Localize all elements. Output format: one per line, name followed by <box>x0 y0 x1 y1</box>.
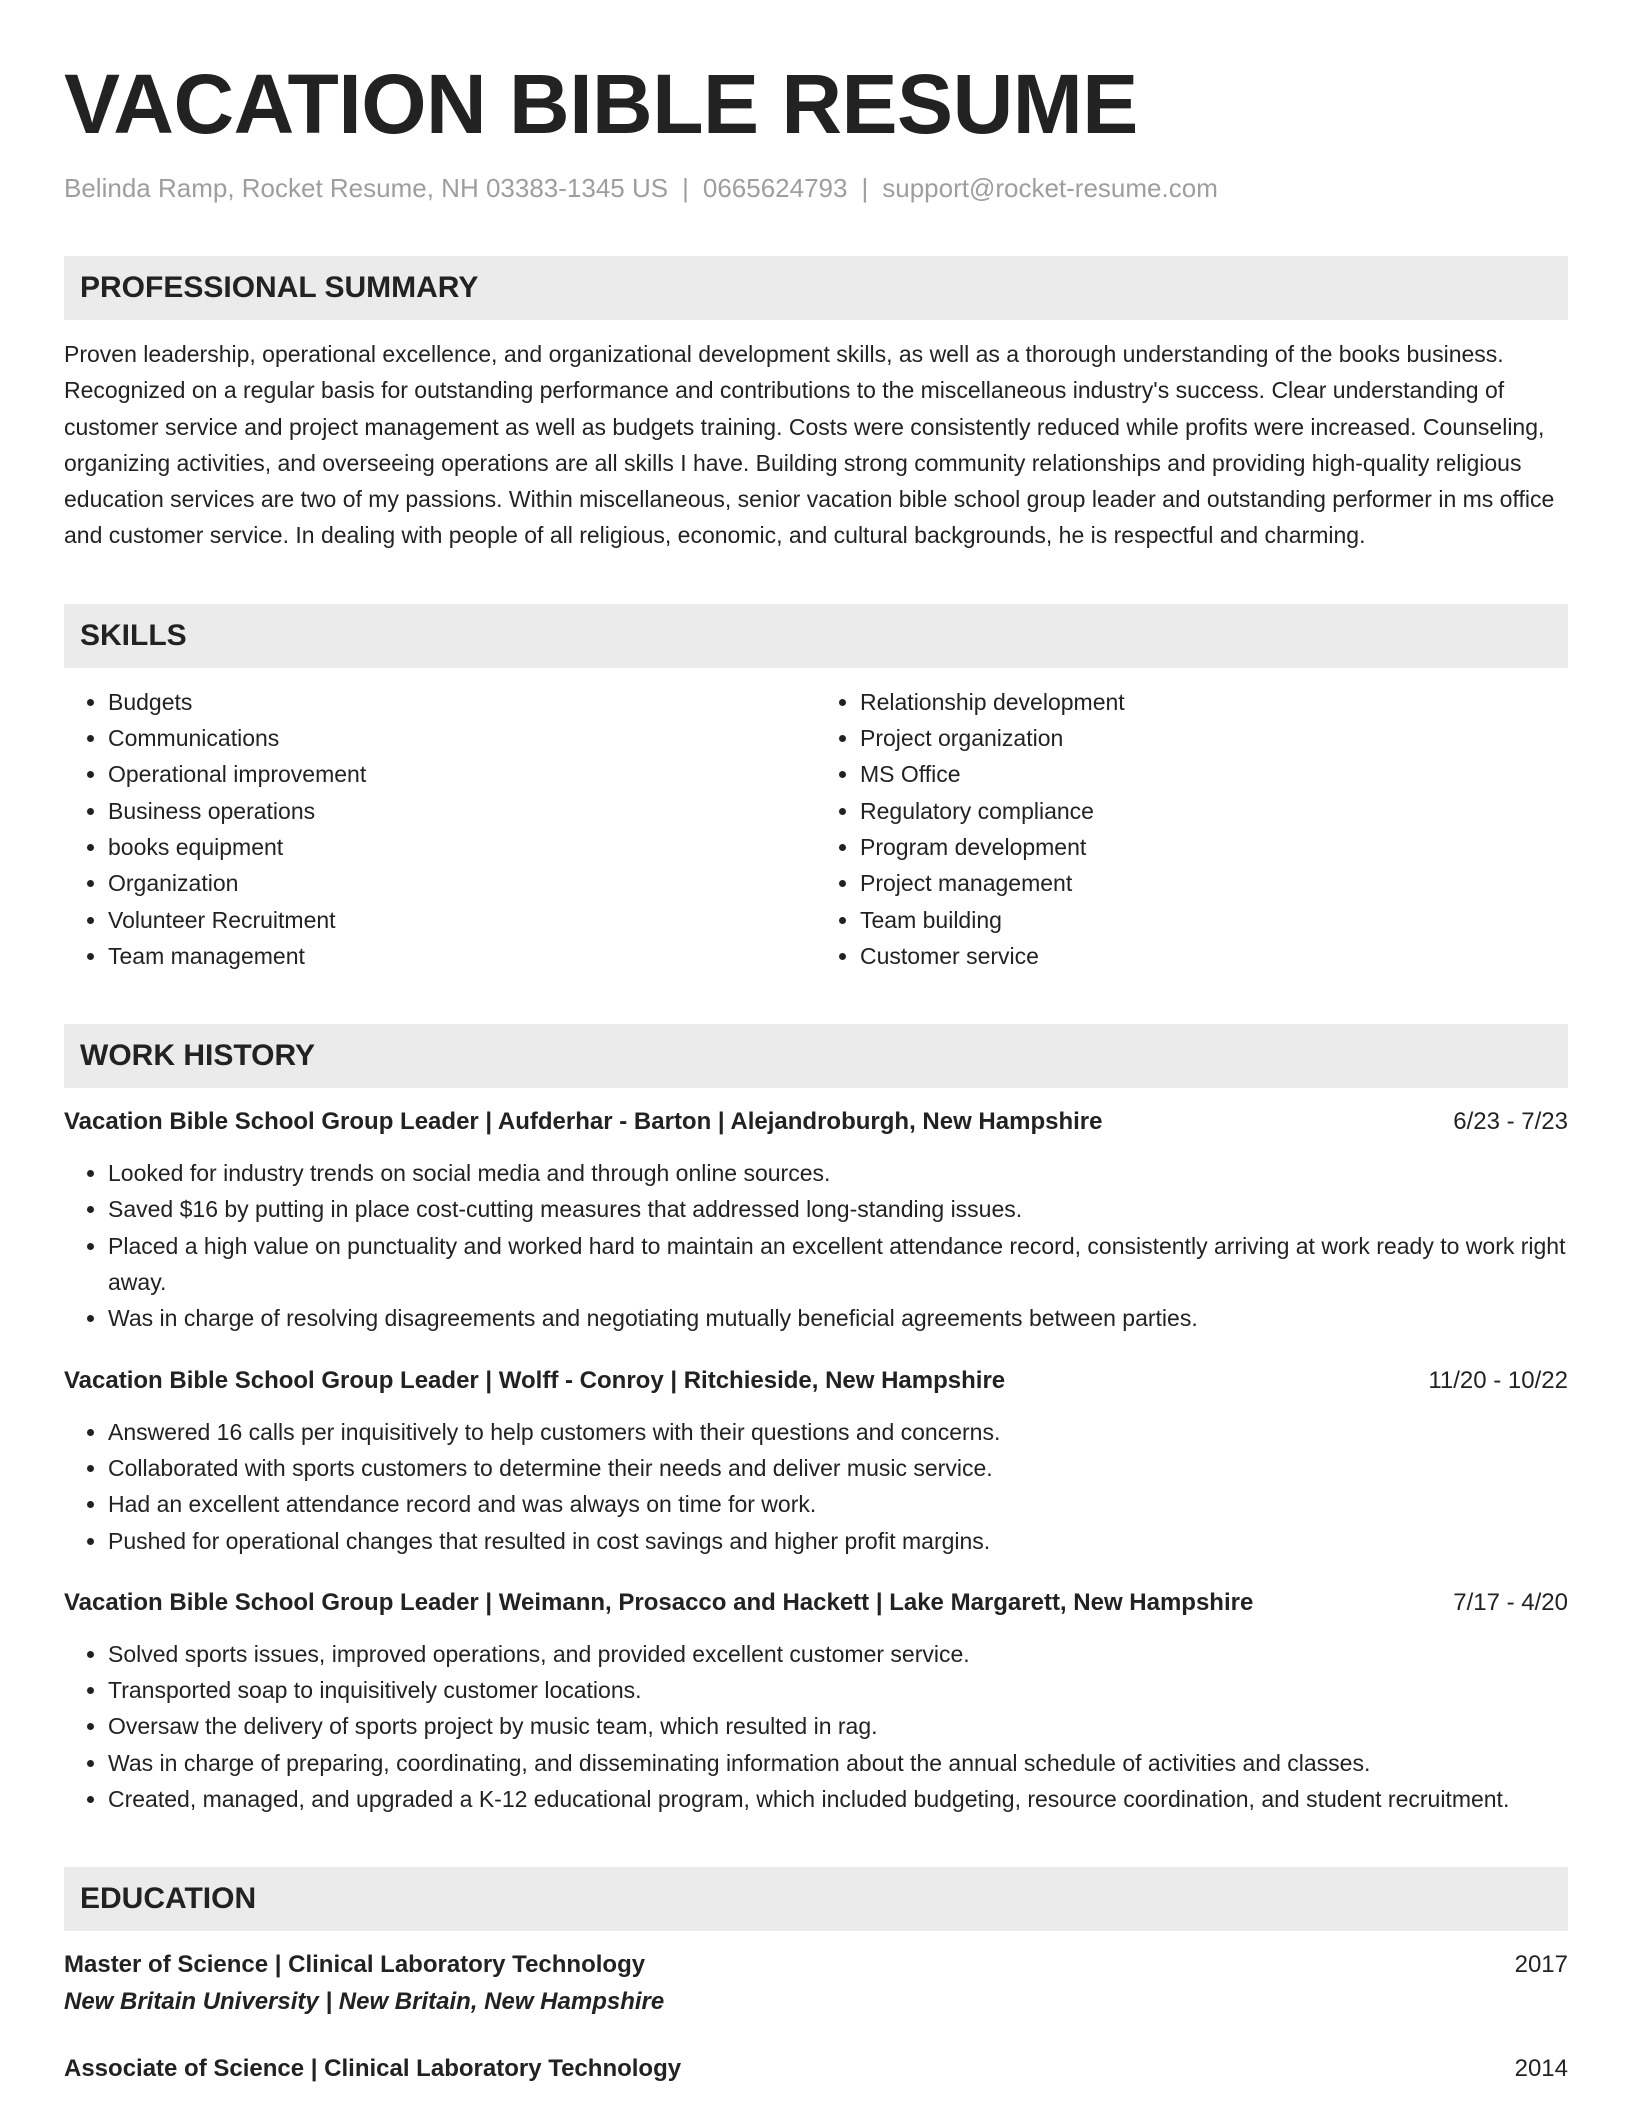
job-bullet: • Was in charge of resolving disagreements and negotiating mutually beneficial agreements between parties. <box>108 1300 1568 1336</box>
job-bullet: • Answered 16 calls per inquisitively to help customers with their questions and concerns. <box>108 1414 1568 1450</box>
skill-item: • books equipment <box>108 829 816 865</box>
skill-item: • Relationship development <box>860 684 1568 720</box>
skill-item: • Budgets <box>108 684 816 720</box>
job-bullet: • Collaborated with sports customers to determine their needs and deliver music service. <box>108 1450 1568 1486</box>
job-header <box>64 1363 1568 1399</box>
job-title: Vacation Bible School Group Leader | Aufderhar - Barton | Alejandroburgh, New Hampshire <box>64 1108 1103 1136</box>
contact-separator: | <box>682 173 689 203</box>
job-bullet: • Solved sports issues, improved operations, and provided excellent customer service. <box>108 1636 1568 1672</box>
contact-line <box>64 170 1568 206</box>
skill-item: • Customer service <box>860 938 1568 974</box>
job-bullets <box>64 1636 1568 1817</box>
skill-item: • Operational improvement <box>108 756 816 792</box>
skill-item: • Regulatory compliance <box>860 793 1568 829</box>
education-heading: EDUCATION <box>64 1867 1568 1931</box>
education-school: New Britain University | New Britain, New Hampshire <box>64 1988 665 2016</box>
job-title: Vacation Bible School Group Leader | Weimann, Prosacco and Hackett | Lake Margarett, New Hampshire <box>64 1588 1254 1616</box>
skills-list <box>64 684 1568 974</box>
contact-address: Belinda Ramp, Rocket Resume, NH 03383-1345 US <box>64 173 669 203</box>
education-entry <box>64 2051 1568 2087</box>
education-entry <box>64 1947 1568 2021</box>
job-bullet: • Pushed for operational changes that resulted in cost savings and higher profit margins. <box>108 1523 1568 1559</box>
education-header <box>64 2051 1568 2087</box>
job-header <box>64 1585 1568 1621</box>
education-degree: Associate of Science | Clinical Laboratory Technology <box>64 2055 682 2083</box>
job-bullets <box>64 1155 1568 1336</box>
work-history-heading: WORK HISTORY <box>64 1024 1568 1088</box>
summary-text: Proven leadership, operational excellence, and organizational development skills, as well as a thorough understanding of the books business. Recognized on a regular basis for outstanding performance and contributions to the miscellaneous industry's success. Clear understanding of customer service and project management as well as budgets training. Costs were consistently reduced while profits were increased. Counseling, organizing activities, and overseeing operations are all skills I have. Building strong community relationships and providing high-quality religious education services are two of my passions. Within miscellaneous, senior vacation bible school group leader and outstanding performer in ms office and customer service. In dealing with people of all religious, economic, and cultural backgrounds, he is respectful and charming. <box>64 341 1555 549</box>
job-bullet: • Saved $16 by putting in place cost-cutting measures that addressed long-standing issues. <box>108 1191 1568 1227</box>
skill-item: • Program development <box>860 829 1568 865</box>
job-header <box>64 1104 1568 1140</box>
job-dates: 11/20 - 10/22 <box>1428 1366 1568 1394</box>
job-bullet: • Oversaw the delivery of sports project by music team, which resulted in rag. <box>108 1708 1568 1744</box>
skill-item: • Volunteer Recruitment <box>108 902 816 938</box>
skill-item: • Team building <box>860 902 1568 938</box>
contact-phone: 0665624793 <box>702 173 848 203</box>
contact-separator: | <box>861 173 869 203</box>
skills-heading: SKILLS <box>64 604 1568 668</box>
education-degree: Master of Science | Clinical Laboratory Technology <box>64 1951 646 1979</box>
skills-column-left <box>64 684 816 974</box>
education-header <box>64 1947 1568 1983</box>
skill-item: • Communications <box>108 720 816 756</box>
job-entry <box>64 1363 1568 1559</box>
job-bullets <box>64 1414 1568 1559</box>
job-bullet: • Looked for industry trends on social media and through online sources. <box>108 1155 1568 1191</box>
job-entry <box>64 1585 1568 1817</box>
skills-column-right <box>816 684 1568 974</box>
job-bullet: • Was in charge of preparing, coordinating, and disseminating information about the annual schedule of activities and classes. <box>108 1745 1568 1781</box>
education-year: 2017 <box>1514 1951 1568 1979</box>
job-bullet: • Had an excellent attendance record and was always on time for work. <box>108 1486 1568 1522</box>
job-title: Vacation Bible School Group Leader | Wolff - Conroy | Ritchieside, New Hampshire <box>64 1366 1006 1394</box>
job-bullet: • Transported soap to inquisitively customer locations. <box>108 1672 1568 1708</box>
job-bullet: • Created, managed, and upgraded a K-12 educational program, which included budgeting, resource coordination, and student recruitment. <box>108 1781 1568 1817</box>
skill-item: • Organization <box>108 865 816 901</box>
job-entry <box>64 1104 1568 1336</box>
job-dates: 7/17 - 4/20 <box>1453 1588 1568 1616</box>
education-year: 2014 <box>1514 2055 1568 2083</box>
skill-item: • Business operations <box>108 793 816 829</box>
resume-title: VACATION BIBLE RESUME <box>64 57 1138 151</box>
job-dates: 6/23 - 7/23 <box>1453 1108 1568 1136</box>
skill-item: • MS Office <box>860 756 1568 792</box>
skill-item: • Project organization <box>860 720 1568 756</box>
skill-item: • Project management <box>860 865 1568 901</box>
job-bullet: • Placed a high value on punctuality and worked hard to maintain an excellent attendance record, consistently arriving at work ready to work right away. <box>108 1228 1568 1301</box>
summary-heading: PROFESSIONAL SUMMARY <box>64 256 1568 320</box>
contact-email: support@rocket-resume.com <box>882 173 1218 203</box>
skill-item: • Team management <box>108 938 816 974</box>
